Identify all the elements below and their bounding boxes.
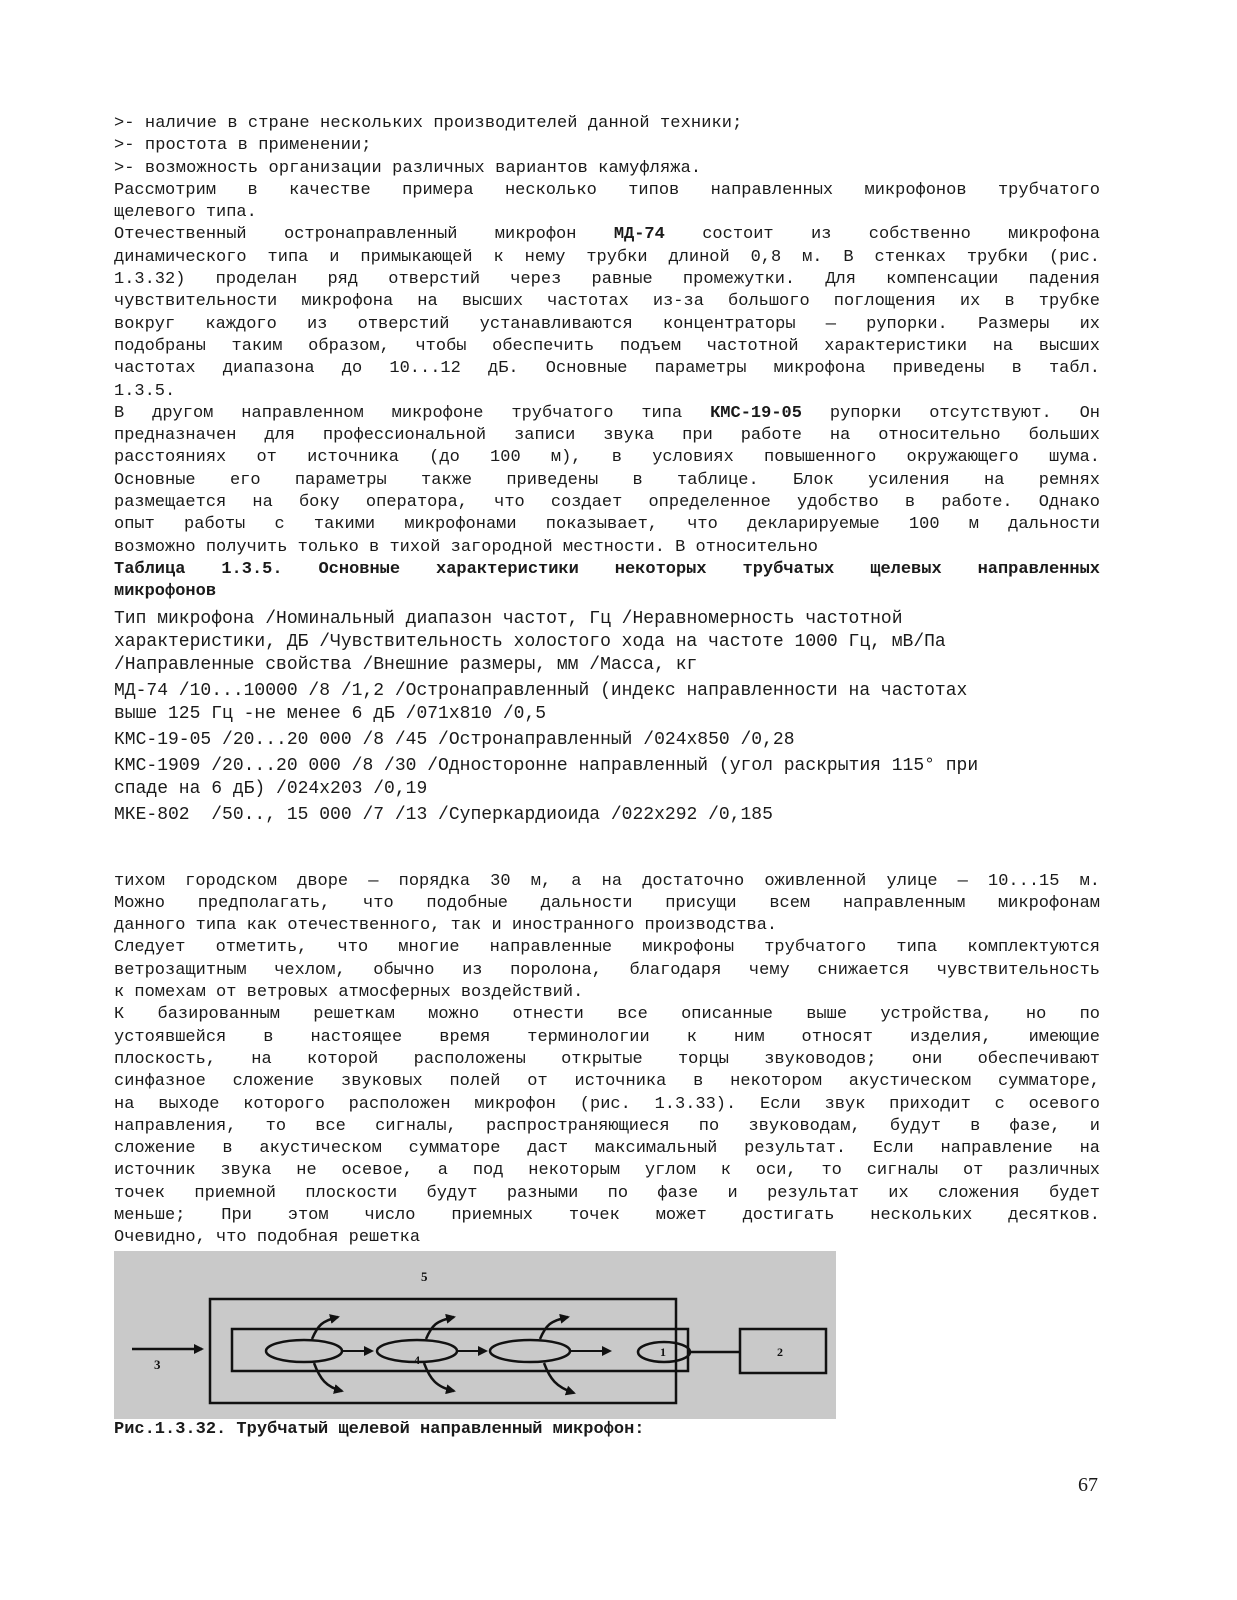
text-line: Очевидно, что подобная решетка: [114, 1228, 421, 1248]
text-span: состоит из собственно микрофона: [664, 225, 1100, 245]
table-cell-line: КМС-1909 /20...20 000 /8 /30 /Односторонне направленный (угол раскрытия 115° при: [114, 755, 979, 776]
table-caption: микрофонов: [114, 582, 217, 602]
figure-caption: Рис.1.3.32. Трубчатый щелевой направленный микрофон:: [114, 1420, 645, 1439]
paragraph-windscreen: [114, 937, 1100, 1004]
label-4: 4: [414, 1353, 420, 1367]
text-span: рупорки отсутствуют. Он: [801, 403, 1100, 423]
escape-arrow: [314, 1363, 342, 1391]
table-header-line: характеристики, ДБ /Чувствительность холостого хода на частоте 1000 Гц, мВ/Па: [114, 631, 946, 652]
slot-ellipse: [490, 1340, 570, 1362]
label-3: 3: [154, 1357, 161, 1372]
text-line: частотах диапазона до 10...12 дБ. Основные параметры микрофона приведены в табл.: [114, 359, 1100, 379]
paragraph-distances: [114, 871, 1100, 938]
text-line: источник звука не осевое, а под некоторым углом к оси, то сигналы от различных: [114, 1161, 1100, 1181]
diagram: [114, 1251, 836, 1419]
text-line: подобраны таким образом, чтобы обеспечить подъем частотной характеристики на высших: [114, 336, 1100, 356]
text-line: меньше; При этом число приемных точек может достигать нескольких десятков.: [114, 1205, 1100, 1225]
text-line: опыт работы с такими микрофонами показывает, что декларируемые 100 м дальности: [114, 515, 1100, 535]
table-cell-line: МД-74 /10...10000 /8 /1,2 /Остронаправленный (индекс направленности на частотах: [114, 680, 968, 701]
table-cell-line: КМС-19-05 /20...20 000 /8 /45 /Остронаправленный /024x850 /0,28: [114, 729, 795, 750]
paragraph-md74: [114, 224, 1100, 402]
text-line: плоскость, на которой расположены открытые торцы звуководов; они обеспечивают: [114, 1049, 1100, 1069]
table-row: [114, 680, 1100, 726]
table-cell-line: МКЕ-802 /50.., 15 000 /7 /13 /Суперкардиоида /022x292 /0,185: [114, 804, 773, 825]
page-body: [114, 113, 1100, 1250]
text-line: К базированным решеткам можно отнести все описанные выше устройства, но по: [114, 1005, 1100, 1025]
text-line: синфазное сложение звуковых полей от источника в некотором акустическом сумматоре,: [114, 1072, 1100, 1092]
text-line: щелевого типа.: [114, 203, 257, 223]
bullet-item: >- наличие в стране нескольких производителей данной техники;: [114, 114, 743, 133]
text-line: [114, 224, 1100, 246]
figure-tube-microphone: [114, 1251, 836, 1419]
text-line: ветрозащитным чехлом, обычно из поролона, благодаря чему снижается чувствительность: [114, 960, 1100, 980]
label-1: 1: [660, 1345, 666, 1359]
text-line: на выходе которого расположен микрофон (рис. 1.3.33). Если звук приходит с осевого: [114, 1094, 1100, 1114]
model-name-kms1905: КМС-19-05: [710, 403, 802, 423]
text-line: [114, 403, 1100, 425]
text-line: направления, то все сигналы, распространяющиеся по звуководам, будут в фазе, и: [114, 1116, 1100, 1136]
text-line: динамического типа и примыкающей к нему трубки длиной 0,8 м. В стенках трубки (рис.: [114, 247, 1100, 267]
text-line: 1.3.32) проделан ряд отверстий через равные промежутки. Для компенсации падения: [114, 270, 1100, 290]
table-cell-line: выше 125 Гц -не менее 6 дБ /071x810 /0,5: [114, 703, 547, 724]
table-caption: Таблица 1.3.5. Основные характеристики некоторых трубчатых щелевых направленных: [114, 559, 1100, 579]
table-header: [114, 608, 1100, 677]
text-line: чувствительности микрофона на высших частотах из-за большого поглощения их в трубке: [114, 292, 1100, 312]
table-row: [114, 755, 1100, 801]
text-line: расстояниях от источника (до 100 м), в условиях повышенного окружающего шума.: [114, 448, 1100, 468]
table-header-line: /Направленные свойства /Внешние размеры, мм /Масса, кг: [114, 654, 698, 675]
amplifier-block: [740, 1329, 826, 1373]
label-5: 5: [421, 1269, 428, 1284]
text-line: точек приемной плоскости будут разными по фазе и результат их сложения будет: [114, 1183, 1100, 1203]
model-name-md74: МД-74: [613, 225, 665, 245]
table-header-line: Тип микрофона /Номинальный диапазон частот, Гц /Неравномерность частотной: [114, 608, 903, 629]
paragraph-kms1905: [114, 403, 1100, 559]
text-line: устоявшейся в настоящее время терминологии к ним относят изделия, имеющие: [114, 1027, 1100, 1047]
text-line: вокруг каждого из отверстий устанавливаются концентраторы — рупорки. Размеры их: [114, 314, 1100, 334]
table-block: [114, 559, 1100, 827]
table-cell-line: спаде на 6 дБ) /024x203 /0,19: [114, 778, 428, 799]
text-line: Основные его параметры также приведены в таблице. Блок усиления на ремнях: [114, 470, 1100, 490]
escape-arrow: [424, 1363, 454, 1391]
text-line: предназначен для профессиональной записи звука при работе на относительно больших: [114, 426, 1100, 446]
text-line: Рассмотрим в качестве примера несколько типов направленных микрофонов трубчатого: [114, 180, 1100, 200]
label-2: 2: [777, 1345, 783, 1359]
bullet-list: [114, 113, 1100, 180]
text-line: тихом городском дворе — порядка 30 м, а на достаточно оживленной улице — 10...15 м.: [114, 871, 1100, 891]
escape-arrow: [544, 1363, 574, 1393]
paragraph-intro: [114, 180, 1100, 225]
text-line: Можно предполагать, что подобные дальности присущи всем направленным микрофонам: [114, 893, 1100, 913]
table-row: [114, 729, 1100, 752]
table-row: [114, 804, 1100, 827]
bullet-item: >- простота в применении;: [114, 136, 372, 156]
text-line: к помехам от ветровых атмосферных воздействий.: [114, 983, 584, 1003]
slot-ellipse: [266, 1340, 342, 1362]
text-line: данного типа как отечественного, так и иностранного производства.: [114, 916, 778, 936]
text-line: 1.3.5.: [114, 381, 176, 401]
text-line: сложение в акустическом сумматоре даст максимальный результат. Если направление на: [114, 1139, 1100, 1159]
page-number: 67: [1078, 1474, 1098, 1496]
paragraph-arrays: [114, 1004, 1100, 1249]
text-line: размещается на боку оператора, что создает определенное удобство в работе. Однако: [114, 493, 1100, 513]
text-line: возможно получить только в тихой загородной местности. В относительно: [114, 537, 818, 557]
text-line: Следует отметить, что многие направленные микрофоны трубчатого типа комплектуются: [114, 938, 1100, 958]
bullet-item: >- возможность организации различных вариантов камуфляжа.: [114, 158, 702, 178]
text-span: В другом направленном микрофоне трубчатого типа: [114, 403, 711, 423]
text-span: Отечественный остронаправленный микрофон: [114, 225, 614, 245]
